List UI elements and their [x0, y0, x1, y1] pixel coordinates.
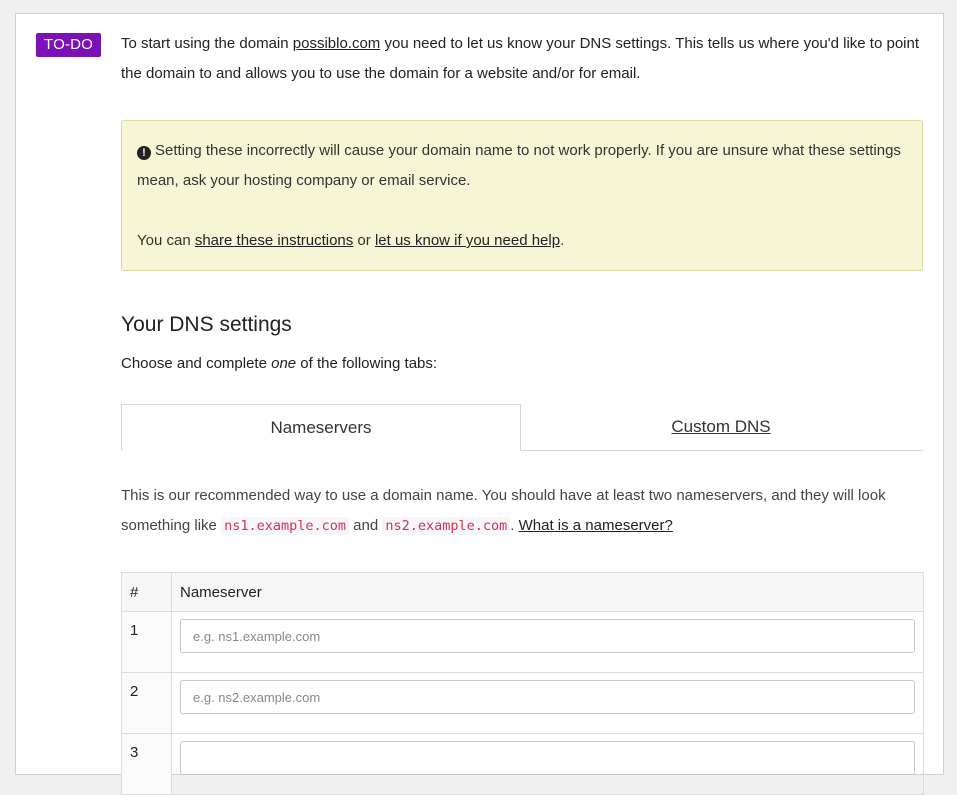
choose-after: of the following tabs:	[296, 355, 438, 372]
row-field	[172, 612, 924, 673]
dns-tabs	[121, 404, 923, 451]
recommend-before: This is our recommended way to use a domain name. You should have at least two nameservers, and they will look something like	[121, 487, 886, 534]
row-field	[172, 673, 924, 734]
tab-nameservers[interactable]: Nameservers	[121, 404, 521, 451]
table-row	[122, 612, 924, 673]
exclamation-circle-icon: !	[137, 146, 151, 160]
todo-badge: TO-DO	[36, 33, 101, 57]
header-number: #	[122, 573, 172, 612]
row-number: 2	[122, 673, 172, 734]
content	[121, 29, 923, 795]
nameserver-input-3[interactable]	[180, 741, 915, 775]
nameserver-input-2[interactable]	[180, 680, 915, 714]
intro-text	[121, 29, 923, 89]
choose-text	[121, 349, 923, 379]
warning-alert	[121, 120, 923, 271]
recommend-and: and	[348, 517, 383, 534]
dns-card	[15, 13, 944, 775]
alert-period: .	[560, 232, 565, 249]
alert-share-prefix: You can	[137, 232, 195, 249]
tab-custom-dns[interactable]: Custom DNS	[671, 417, 771, 436]
code-ns1: ns1.example.com	[221, 517, 349, 535]
code-ns2: ns2.example.com	[382, 517, 510, 535]
alert-share-line	[137, 226, 907, 256]
help-link[interactable]: let us know if you need help	[374, 232, 561, 249]
domain-link[interactable]: possiblo.com	[292, 35, 381, 52]
row-number: 3	[122, 734, 172, 795]
choose-em: one	[271, 355, 297, 372]
table-row	[122, 734, 924, 795]
alert-warning	[137, 136, 907, 196]
intro-after: you need to let us know your DNS settings. This tells us where you'd like to point the domain to and allows you to use the domain for a website and/or for email.	[121, 35, 920, 82]
row-field	[172, 734, 924, 795]
row-number: 1	[122, 612, 172, 673]
choose-before: Choose and complete	[121, 355, 272, 372]
share-instructions-link[interactable]: share these instructions	[194, 232, 354, 249]
recommend-dot: .	[510, 517, 519, 534]
nameserver-input-1[interactable]	[180, 619, 915, 653]
table-header-row	[122, 573, 924, 612]
intro-before: To start using the domain	[121, 35, 293, 52]
table-row	[122, 673, 924, 734]
dns-heading: Your DNS settings	[121, 313, 292, 336]
nameserver-table	[121, 572, 924, 795]
what-is-nameserver-link[interactable]: What is a nameserver?	[518, 517, 673, 534]
header-nameserver: Nameserver	[172, 573, 924, 612]
recommend-text	[121, 481, 923, 541]
alert-warning-text: Setting these incorrectly will cause your domain name to not work properly. If you are unsure what these settings mean, ask your hosting company or email service.	[137, 142, 901, 189]
alert-or: or	[353, 232, 375, 249]
